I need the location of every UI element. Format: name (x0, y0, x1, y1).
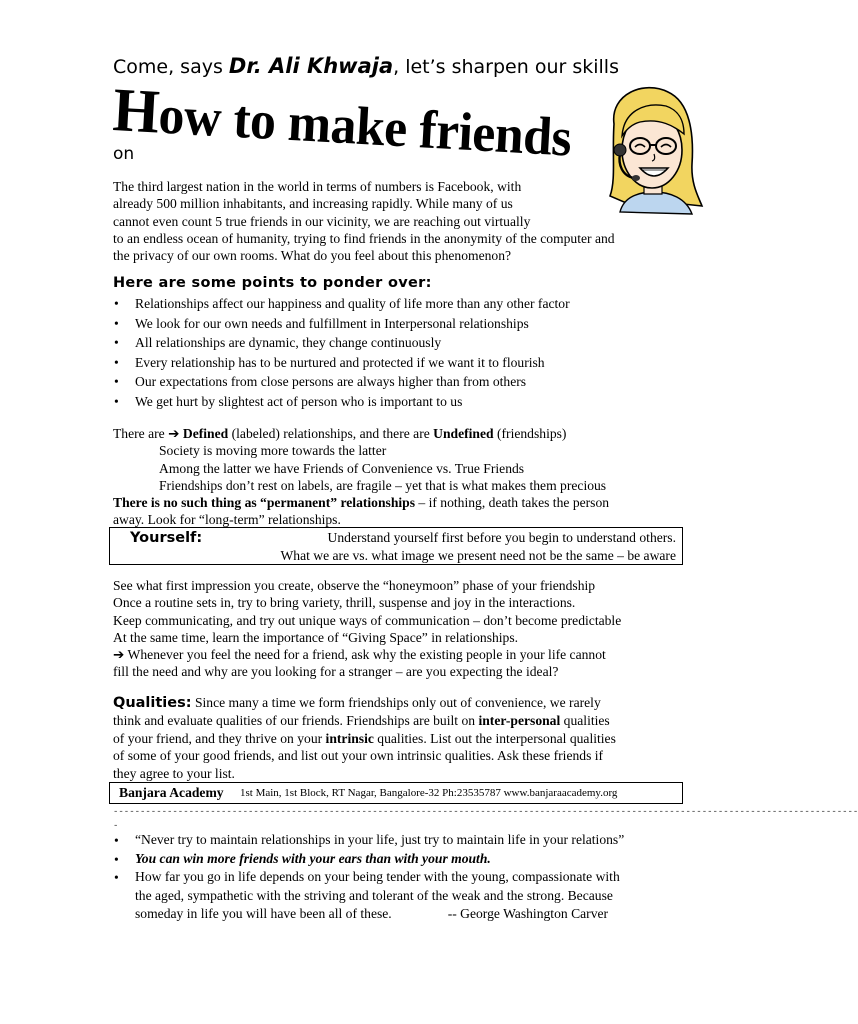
qualities-paragraph (113, 694, 685, 782)
defined-relationships-section (113, 425, 685, 529)
intro-line: to an endless ocean of humanity, trying to find friends in the anonymity of the computer and (113, 230, 615, 246)
intro-line: The third largest nation in the world in terms of numbers is Facebook, with (113, 179, 522, 194)
yourself-text-line: What we are vs. what image we present need not be the same – be aware (280, 548, 676, 563)
defined-line: away. Look for “long-term” relationships. (113, 512, 341, 528)
arrow-icon: ➔ (113, 647, 125, 663)
tagline-suffix: , let’s sharpen our skills (393, 56, 619, 78)
quote-list (113, 831, 685, 924)
defined-line: There are ➔ Defined (labeled) relationships, and there are Undefined (friendships) (113, 426, 567, 441)
list-item: • How far you go in life depends on your being tender with the young, compassionate with the aged, sympathetic with the striving and tolerant of the weak and the strong. Because someday in life you will have been all of these. -- George Washington Carver (113, 868, 685, 924)
page-title (111, 78, 573, 170)
intro-line: already 500 million inhabitants, and increasing rapidly. While many of us (113, 196, 513, 212)
intro-line: the privacy of our own rooms. What do you feel about this phenomenon? (113, 248, 512, 264)
tagline-prefix: Come, says (113, 56, 229, 78)
title-initial: H (111, 76, 161, 147)
yourself-box (109, 527, 683, 565)
academy-footer-box (109, 782, 683, 804)
impression-line: ➔ Whenever you feel the need for a friend, ask why the existing people in your life cannot (113, 647, 606, 663)
defined-line: Among the latter we have Friends of Convenience vs. True Friends (159, 460, 525, 476)
yourself-text-line: Understand yourself first before you begin to understand others. (327, 530, 676, 545)
impression-line: See what first impression you create, observe the “honeymoon” phase of your friendship (113, 578, 596, 593)
impression-paragraph (113, 577, 685, 681)
defined-line: Society is moving more towards the latter (159, 443, 387, 459)
qualities-line: of your friend, and they thrive on your intrinsic qualities. List out the interpersonal qualities (113, 730, 616, 746)
qualities-label: Qualities: (113, 695, 192, 711)
impression-line: Keep communicating, and try out unique ways of communication – don’t become predictable (113, 612, 622, 628)
ponder-list (113, 294, 570, 412)
intro-line: cannot even count 5 true friends in our vicinity, we are reaching out virtually (113, 213, 531, 229)
tagline (113, 54, 619, 78)
ponder-heading: Here are some points to ponder over: (113, 275, 432, 291)
list-item: • Relationships affect our happiness and quality of life more than any other factor (113, 294, 570, 314)
intro-paragraph (113, 178, 685, 264)
list-item: • “Never try to maintain relationships in your life, just try to maintain life in your relations” (113, 831, 685, 850)
qualities-line: of some of your good friends, and list out your own intrinsic qualities. Ask these friends if (113, 748, 604, 764)
yourself-label: Yourself: (130, 530, 203, 546)
list-item: • We look for our own needs and fulfillment in Interpersonal relationships (113, 314, 570, 334)
title-on-word: on (113, 144, 135, 164)
qualities-line: they agree to your list. (113, 765, 235, 781)
list-item: • All relationships are dynamic, they change continuously (113, 333, 570, 353)
list-item: • Our expectations from close persons are always higher than from others (113, 372, 570, 392)
list-item: • We get hurt by slightest act of person who is important to us (113, 392, 570, 412)
list-item: • You can win more friends with your ears than with your mouth. (113, 850, 685, 869)
impression-line: At the same time, learn the importance of “Giving Space” in relationships. (113, 629, 519, 645)
impression-line: Once a routine sets in, try to bring variety, thrill, suspense and joy in the interactions. (113, 595, 576, 611)
defined-line: There is no such thing as “permanent” relationships – if nothing, death takes the person (113, 495, 610, 511)
title-text: ow to make friends (157, 84, 573, 168)
academy-name: Banjara Academy (119, 785, 224, 800)
quote-attribution: -- George Washington Carver (447, 906, 609, 921)
arrow-icon: ➔ (168, 426, 183, 441)
qualities-line: Qualities: Since many a time we form friendships only out of convenience, we rarely (113, 695, 601, 711)
academy-address: 1st Main, 1st Block, RT Nagar, Bangalore-32 Ph:23535787 www.banjaraacademy.org (240, 787, 618, 799)
impression-line: fill the need and why are you looking for a stranger – are you expecting the ideal? (113, 664, 559, 680)
qualities-line: think and evaluate qualities of our friends. Friendships are built on inter-personal qualities (113, 713, 610, 729)
list-item: • Every relationship has to be nurtured and protected if we want it to flourish (113, 353, 570, 373)
defined-line: Friendships don’t rest on labels, are fragile – yet that is what makes them precious (159, 477, 607, 493)
dashed-separator: ------------------------------------------------------------------------------------------------------------------------------------------ - (113, 807, 858, 831)
author-name: Dr. Ali Khwaja (228, 54, 394, 78)
